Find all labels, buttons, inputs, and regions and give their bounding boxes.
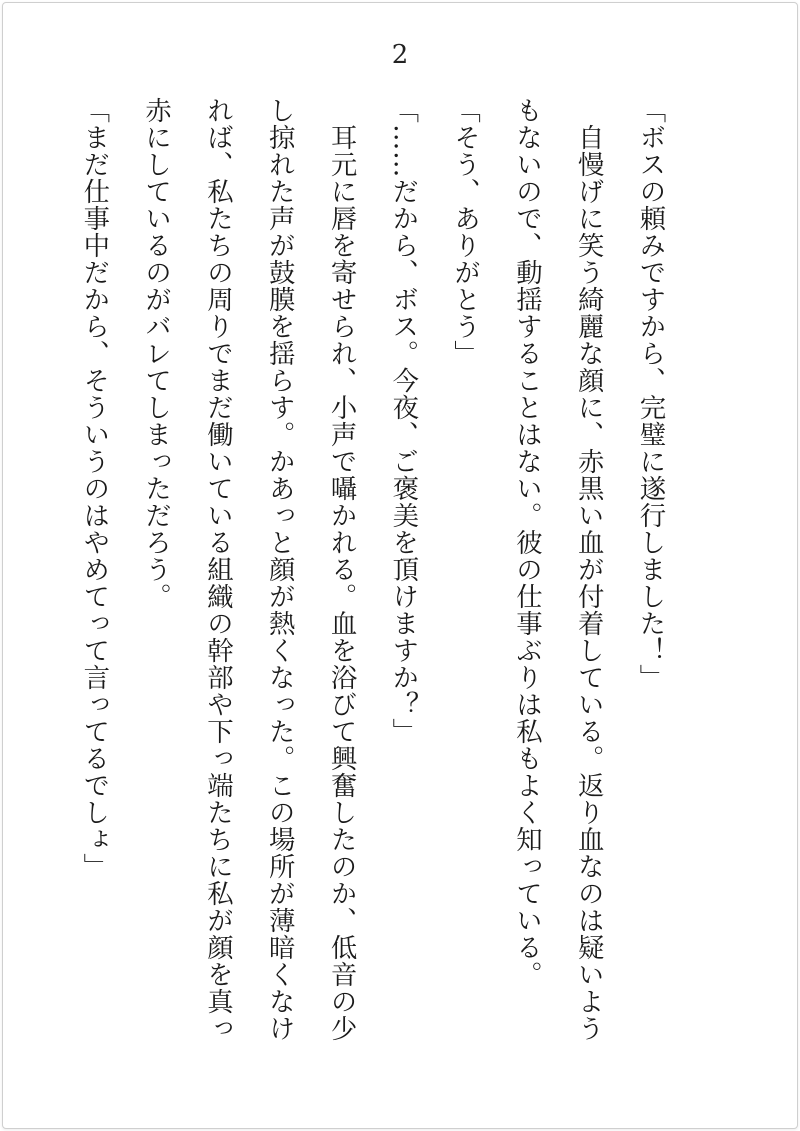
vertical-body-text bbox=[78, 97, 681, 1057]
paragraph-4: 「……だから、ボス。今夜、ご褒美を頂けますか？」 bbox=[387, 97, 419, 745]
book-page bbox=[2, 2, 798, 1129]
paragraph-5: 耳元に唇を寄せられ、小声で囁かれる。血を浴びて興奮したのか、低音の少し掠れた声が鼓膜を揺らす。かあっと顔が熱くなった。この場所が薄暗くなければ、私たちの周りでまだ働いている組織の幹部や下っ端たちに私が顔を真っ赤にしているのがバレてしまっただろう。 bbox=[140, 97, 358, 1042]
paragraph-3: 「そう、ありがとう」 bbox=[449, 97, 481, 367]
paragraph-6: 「まだ仕事中だから、そういうのはやめてって言ってるでしょ」 bbox=[78, 97, 110, 880]
paragraph-2: 自慢げに笑う綺麗な顔に、赤黒い血が付着している。返り血なのは疑いようもないので、動揺することはない。彼の仕事ぶりは私もよく知っている。 bbox=[511, 97, 605, 1042]
page-number: 2 bbox=[391, 40, 409, 70]
paragraph-1: 「ボスの頼みですから、完璧に遂行しました！」 bbox=[635, 97, 666, 691]
